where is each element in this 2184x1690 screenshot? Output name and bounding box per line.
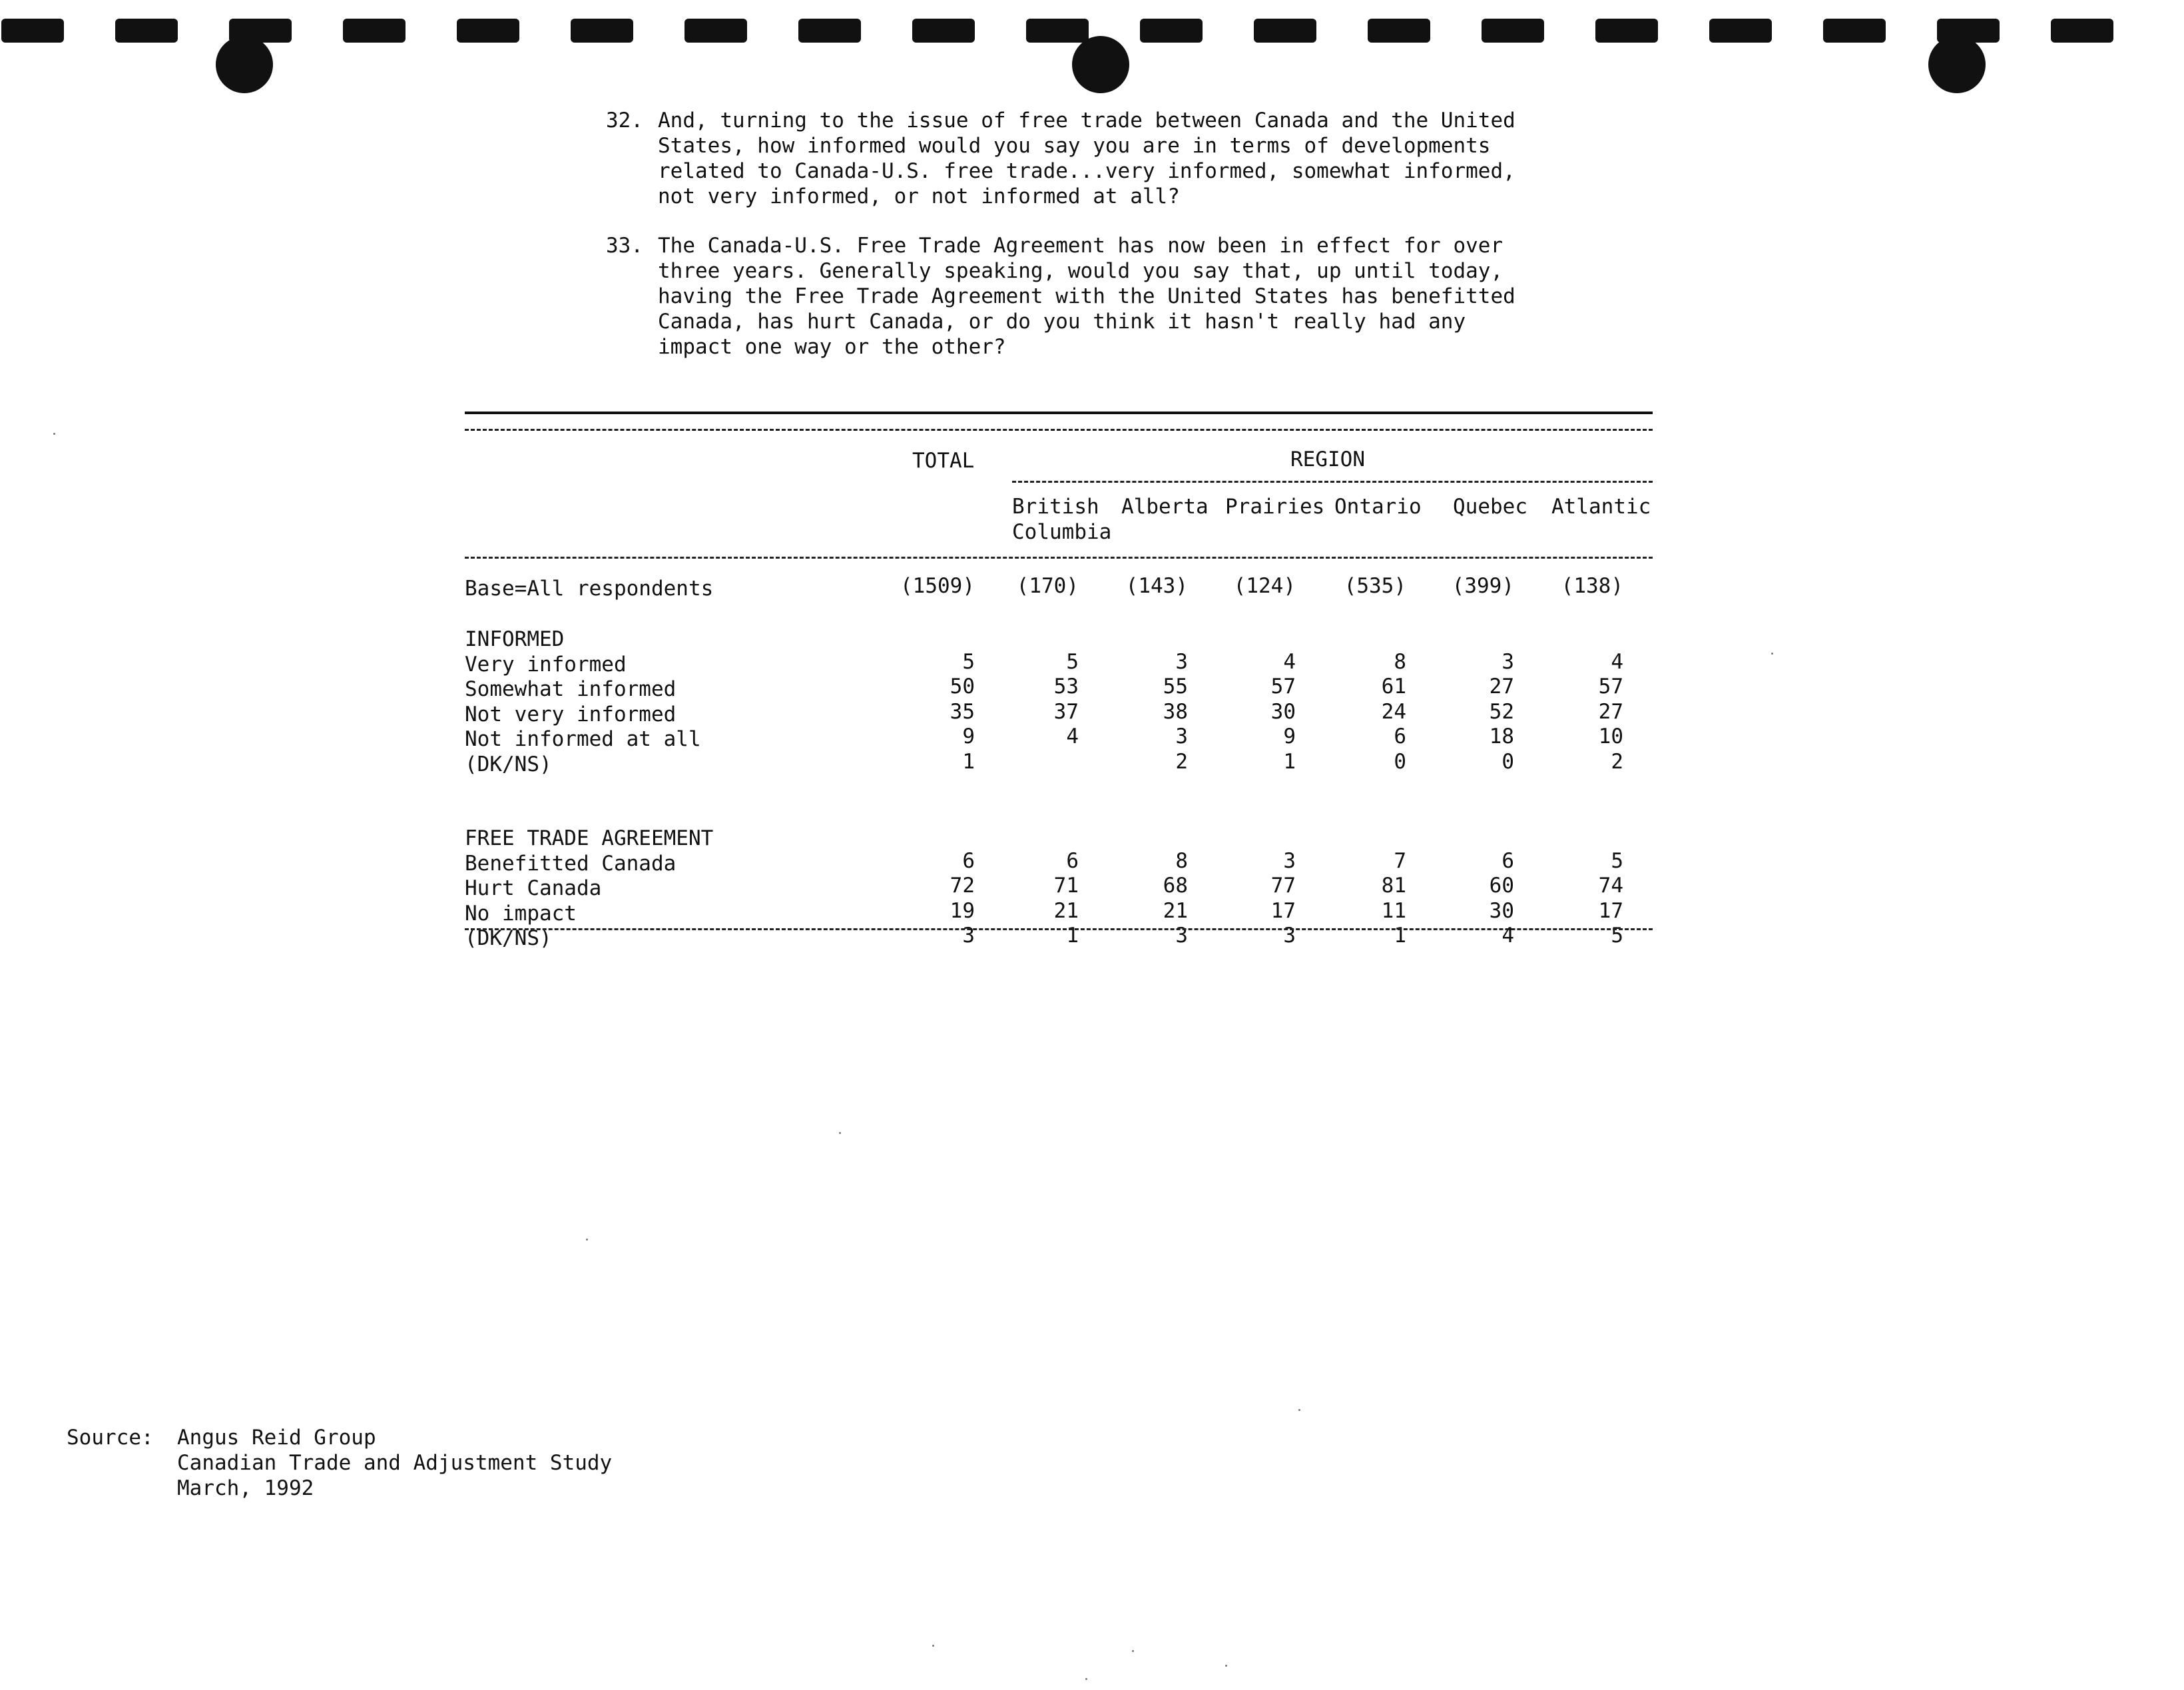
table-row-value: 4 [1502, 924, 1514, 948]
table-row-value: 3 [1175, 649, 1188, 674]
table-row-value: 2 [1611, 749, 1623, 774]
table-row-value: 50 [950, 675, 975, 699]
table-row-value: 18 [1489, 724, 1514, 748]
source-line: Canadian Trade and Adjustment Study [177, 1451, 613, 1475]
scan-speck [53, 433, 55, 435]
table-row-label: (DK/NS) [465, 926, 552, 950]
table-row-value: 52 [1489, 699, 1514, 724]
table-bottom-rule [465, 928, 1653, 930]
punch-hole-right [1928, 36, 1986, 93]
punch-hole-left [216, 36, 273, 93]
table-row-label: No impact [465, 901, 577, 926]
table-row-value: 21 [1163, 898, 1188, 923]
source-lines [177, 1425, 612, 1501]
table-row-value: 77 [1270, 874, 1296, 898]
table-row-value: 9 [1283, 724, 1296, 748]
table-row-value: 0 [1502, 749, 1514, 774]
question-32 [606, 108, 1538, 209]
perforation-dash [1140, 19, 1203, 43]
base-row-value: (138) [1561, 574, 1623, 598]
perforation-dash [115, 19, 178, 43]
table-top-rule [465, 412, 1653, 414]
table-row-value: 3 [962, 924, 975, 948]
table-row-value: 71 [1053, 874, 1079, 898]
region-column-header: Ontario [1334, 495, 1422, 519]
table-row-value: 3 [1502, 649, 1514, 674]
table-row-value: 19 [950, 898, 975, 923]
scan-speck [1225, 1665, 1227, 1667]
table-row-label: Very informed [465, 652, 627, 677]
table-row-value: 57 [1598, 675, 1623, 699]
region-column-header: Alberta [1121, 495, 1209, 519]
base-row-value: (170) [1016, 574, 1079, 598]
table-row-value: 9 [962, 724, 975, 748]
perforation-dash [1709, 19, 1772, 43]
question-number: 33. [606, 234, 643, 258]
source-note [67, 1425, 612, 1501]
scan-speck [932, 1645, 934, 1647]
source-line: Angus Reid Group [177, 1426, 376, 1450]
table-row-label: Benefitted Canada [465, 851, 677, 876]
base-row-value: (124) [1233, 574, 1296, 598]
table-row-value: 5 [962, 649, 975, 674]
table-row-value: 3 [1175, 724, 1188, 748]
table-row-value: 8 [1394, 649, 1406, 674]
section-title: FREE TRADE AGREEMENT [465, 826, 714, 850]
table-row-label: Hurt Canada [465, 876, 602, 900]
table-row-value: 0 [1394, 749, 1406, 774]
table-row-value: 35 [950, 699, 975, 724]
table-row-value: 7 [1394, 848, 1406, 873]
table-row-value: 10 [1598, 724, 1623, 748]
table-row-label: Not very informed [465, 702, 677, 726]
table-row-value: 6 [1394, 724, 1406, 748]
question-text: And, turning to the issue of free trade between Canada and the United States, how informed would you say you are in terms of developments related to Canada-U.S. free trade...very informed, somewhat informed, not very informed, or not informed at all? [658, 109, 1515, 208]
total-header: TOTAL [912, 449, 975, 473]
perforation-dash [912, 19, 975, 43]
perforation-dash [684, 19, 747, 43]
perforation-dash [1482, 19, 1544, 43]
perforation-dash [571, 19, 633, 43]
base-row-value: (535) [1344, 574, 1406, 598]
table-row-value: 5 [1066, 649, 1079, 674]
table-row-value: 30 [1270, 699, 1296, 724]
table-row-value: 1 [1066, 924, 1079, 948]
base-row-value: (399) [1452, 574, 1514, 598]
perforation-dash [343, 19, 406, 43]
table-row-value: 17 [1598, 898, 1623, 923]
question-text: The Canada-U.S. Free Trade Agreement has now been in effect for over three years. Generally speaking, would you say that, up until today, having the Free Trade Agreement with the United States has benefitted Canada, has hurt Canada, or do you think it hasn't really had any impact one way or the other? [658, 234, 1515, 359]
table-row-value: 37 [1053, 699, 1079, 724]
table-row-value: 30 [1489, 898, 1514, 923]
question-33 [606, 233, 1538, 360]
base-row-label: Base=All respondents [465, 577, 714, 601]
question-block [606, 108, 1538, 384]
table-row-label: (DK/NS) [465, 752, 552, 776]
scan-speck [1771, 653, 1773, 655]
table-row-value: 1 [1394, 924, 1406, 948]
region-column-header: Quebec [1453, 495, 1527, 519]
table-row-value: 27 [1598, 699, 1623, 724]
table-row-value: 1 [1283, 749, 1296, 774]
table-row-value: 60 [1489, 874, 1514, 898]
table-row-value: 5 [1611, 924, 1623, 948]
region-header: REGION [1290, 447, 1365, 471]
base-row-value: (143) [1125, 574, 1188, 598]
perforation-dash [1254, 19, 1316, 43]
perforation-dash [1368, 19, 1430, 43]
table-row-value: 4 [1066, 724, 1079, 748]
table-row-value: 5 [1611, 848, 1623, 873]
table-row-value: 24 [1381, 699, 1406, 724]
table-row-value: 53 [1053, 675, 1079, 699]
perforation-dash [1, 19, 64, 43]
question-number: 32. [606, 109, 643, 133]
table-row-value: 6 [962, 848, 975, 873]
perforation-dash [2051, 19, 2113, 43]
table-row-value: 3 [1175, 924, 1188, 948]
table-row-value: 68 [1163, 874, 1188, 898]
table-row-value: 17 [1270, 898, 1296, 923]
region-underline [1012, 481, 1653, 483]
table-dashed-rule [465, 429, 1653, 431]
table-row-value: 57 [1270, 675, 1296, 699]
table-row-value: 38 [1163, 699, 1188, 724]
table-row-label: Somewhat informed [465, 677, 677, 701]
scan-speck [839, 1132, 841, 1134]
table-row-value: 4 [1611, 649, 1623, 674]
table-row-value: 81 [1381, 874, 1406, 898]
perforation-dash [1026, 19, 1089, 43]
perforation-dash [457, 19, 519, 43]
scan-speck [586, 1239, 588, 1241]
table-row-value: 72 [950, 874, 975, 898]
section-title: INFORMED [465, 627, 565, 651]
table-row-value: 2 [1175, 749, 1188, 774]
perforation-dash [798, 19, 861, 43]
punch-hole-center [1072, 36, 1129, 93]
table-row-value: 21 [1053, 898, 1079, 923]
table-row-value: 1 [962, 749, 975, 774]
region-column-header: Prairies [1225, 495, 1325, 519]
header-dashed-rule [465, 557, 1653, 559]
scan-speck [1132, 1650, 1134, 1652]
table-row-label: Not informed at all [465, 727, 701, 751]
table-row-value: 27 [1489, 675, 1514, 699]
table-row-value: 8 [1175, 848, 1188, 873]
scan-speck [1085, 1678, 1087, 1680]
table-row-value: 6 [1502, 848, 1514, 873]
table-row-value: 6 [1066, 848, 1079, 873]
table-row-value: 3 [1283, 848, 1296, 873]
table-row-value: 61 [1381, 675, 1406, 699]
table-row-value: 11 [1381, 898, 1406, 923]
source-label: Source: [67, 1426, 154, 1450]
region-column-header: British Columbia [1012, 495, 1112, 544]
table-row-value: 55 [1163, 675, 1188, 699]
perforation-dash [1823, 19, 1886, 43]
region-column-header: Atlantic [1551, 495, 1651, 519]
table-row-value: 74 [1598, 874, 1623, 898]
source-line: March, 1992 [177, 1476, 314, 1500]
table-row-value: 4 [1283, 649, 1296, 674]
table-row-value: 3 [1283, 924, 1296, 948]
scan-speck [1298, 1409, 1300, 1411]
base-row-value: (1509) [900, 574, 975, 598]
perforation-dash [1595, 19, 1658, 43]
